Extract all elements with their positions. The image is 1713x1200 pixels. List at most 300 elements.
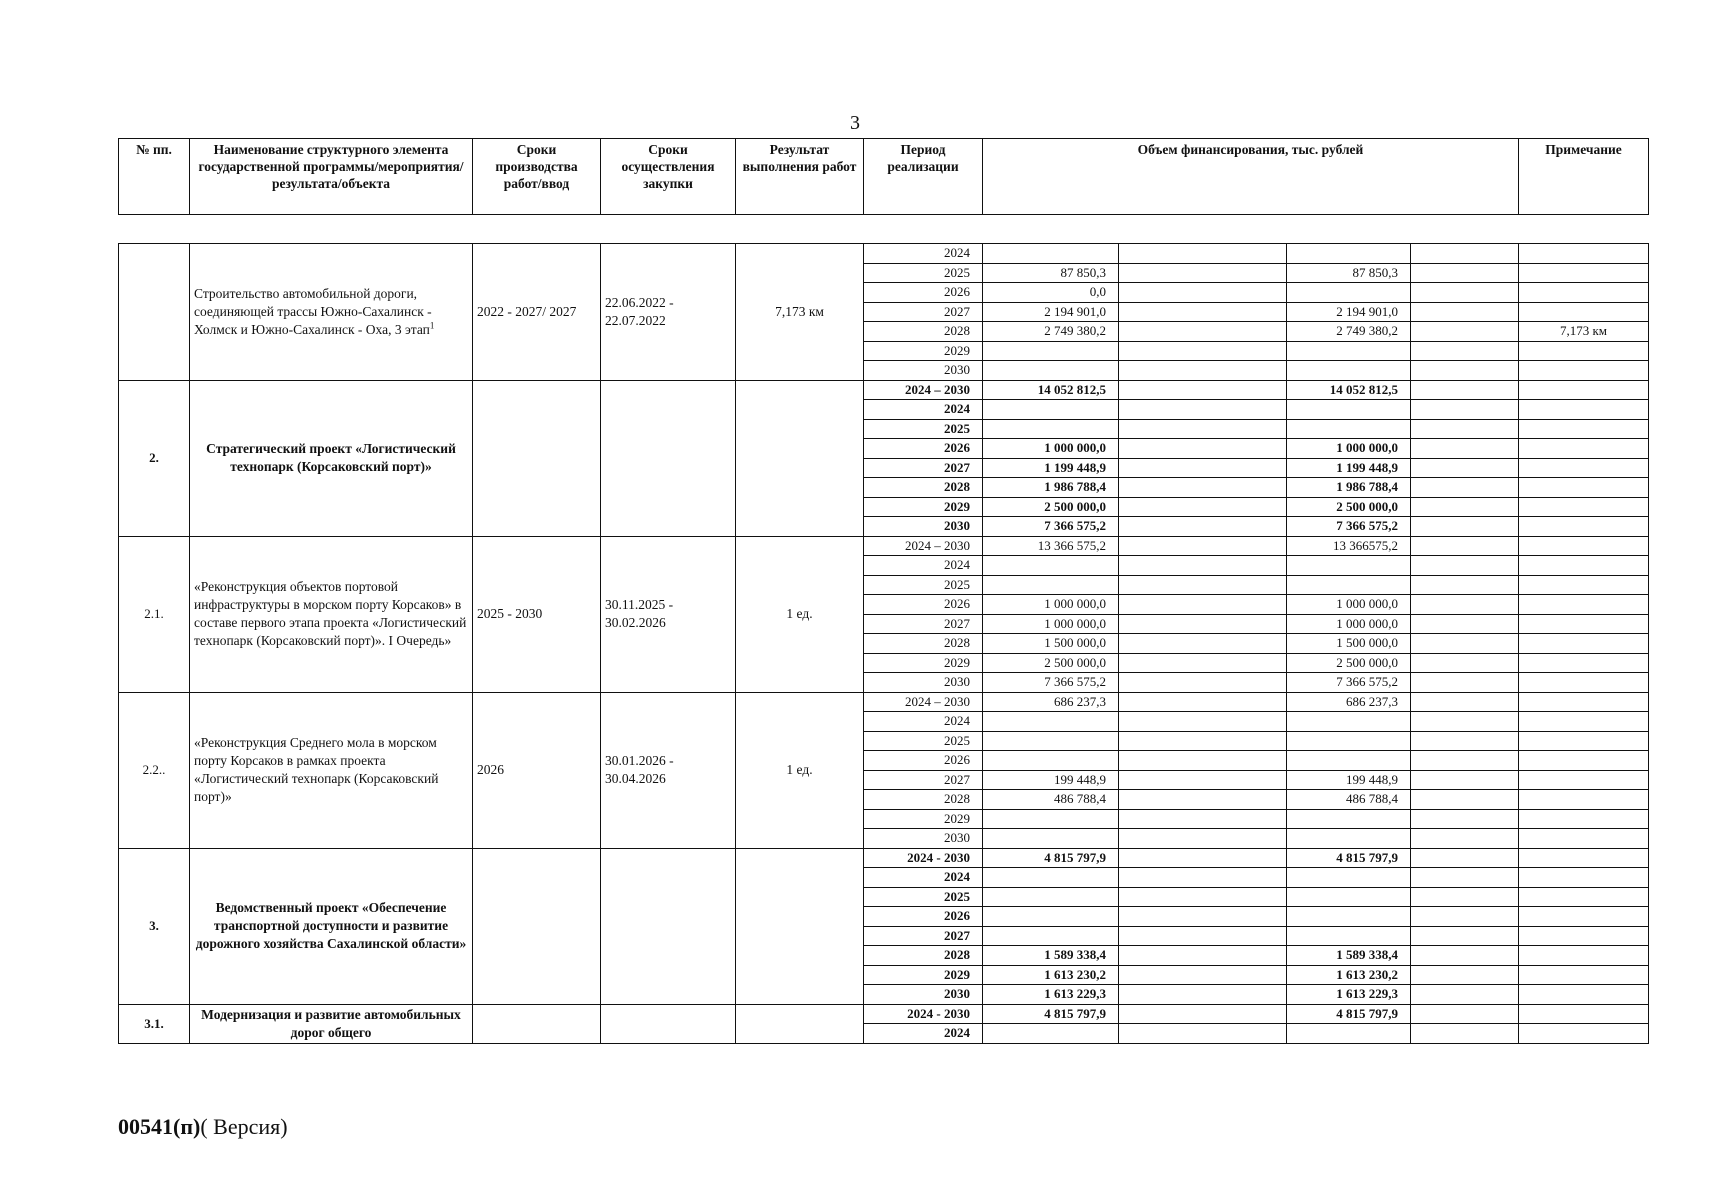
note-cell	[1519, 517, 1649, 537]
section-procurement-dates	[601, 380, 736, 536]
finance-regional: 1 613 230,2	[1287, 965, 1411, 985]
finance-other	[1411, 965, 1519, 985]
finance-federal	[1119, 868, 1287, 888]
finance-regional: 2 749 380,2	[1287, 322, 1411, 342]
finance-regional: 2 500 000,0	[1287, 497, 1411, 517]
section-production-dates-text: 2022 - 2027/ 2027	[477, 303, 577, 319]
finance-total	[983, 244, 1119, 264]
header-num: № пп.	[119, 139, 190, 215]
section-procurement-dates	[601, 244, 736, 381]
finance-regional	[1287, 751, 1411, 771]
section-production-dates	[473, 1004, 601, 1043]
note-cell	[1519, 868, 1649, 888]
finance-total: 686 237,3	[983, 692, 1119, 712]
note-cell	[1519, 809, 1649, 829]
finance-other	[1411, 634, 1519, 654]
finance-total: 1 000 000,0	[983, 614, 1119, 634]
finance-total	[983, 361, 1119, 381]
section-name-text: Строительство автомобильной дороги, соединяющей трассы Южно-Сахалинск - Холмск и Южно-Сахалинск - Оха, 3 этап	[194, 285, 432, 337]
period-year: 2026	[864, 283, 983, 303]
finance-total: 1 199 448,9	[983, 458, 1119, 478]
finance-other	[1411, 946, 1519, 966]
section-result	[736, 1004, 864, 1043]
finance-federal	[1119, 244, 1287, 264]
finance-table	[118, 243, 1649, 1044]
section-number	[119, 536, 190, 692]
finance-federal	[1119, 829, 1287, 849]
period-year: 2028	[864, 946, 983, 966]
finance-total: 1 613 229,3	[983, 985, 1119, 1005]
note-cell	[1519, 536, 1649, 556]
finance-federal	[1119, 419, 1287, 439]
finance-total	[983, 751, 1119, 771]
finance-federal	[1119, 400, 1287, 420]
finance-other	[1411, 692, 1519, 712]
section-result-text: 1 ед.	[786, 606, 813, 621]
period-year: 2024	[864, 1024, 983, 1044]
finance-federal	[1119, 478, 1287, 498]
period-year: 2025	[864, 887, 983, 907]
period-year: 2027	[864, 458, 983, 478]
finance-other	[1411, 341, 1519, 361]
period-year: 2024	[864, 868, 983, 888]
period-year: 2029	[864, 341, 983, 361]
finance-regional: 14 052 812,5	[1287, 380, 1411, 400]
note-cell	[1519, 790, 1649, 810]
finance-total: 1 589 338,4	[983, 946, 1119, 966]
finance-regional: 87 850,3	[1287, 263, 1411, 283]
finance-federal	[1119, 595, 1287, 615]
note-cell	[1519, 751, 1649, 771]
finance-federal	[1119, 965, 1287, 985]
finance-federal	[1119, 751, 1287, 771]
note-cell	[1519, 829, 1649, 849]
finance-federal	[1119, 517, 1287, 537]
finance-total: 87 850,3	[983, 263, 1119, 283]
period-year: 2025	[864, 419, 983, 439]
section-number	[119, 1004, 190, 1043]
finance-total: 199 448,9	[983, 770, 1119, 790]
finance-federal	[1119, 302, 1287, 322]
finance-total: 2 500 000,0	[983, 497, 1119, 517]
section-number-text: 2.	[149, 450, 159, 465]
section-name	[190, 244, 473, 381]
note-cell	[1519, 848, 1649, 868]
finance-other	[1411, 575, 1519, 595]
section-number	[119, 244, 190, 381]
finance-other	[1411, 887, 1519, 907]
note-cell	[1519, 887, 1649, 907]
table-row	[119, 1004, 1649, 1024]
finance-regional	[1287, 283, 1411, 303]
finance-federal	[1119, 575, 1287, 595]
finance-federal	[1119, 692, 1287, 712]
note-cell	[1519, 283, 1649, 303]
section-production-dates	[473, 692, 601, 848]
section-production-dates	[473, 380, 601, 536]
finance-federal	[1119, 263, 1287, 283]
period-year: 2028	[864, 790, 983, 810]
period-year: 2024 – 2030	[864, 536, 983, 556]
table-row	[119, 380, 1649, 400]
finance-total	[983, 868, 1119, 888]
header-proc: Сроки осуществления закупки	[601, 139, 736, 215]
finance-regional: 199 448,9	[1287, 770, 1411, 790]
section-number	[119, 380, 190, 536]
period-year: 2025	[864, 731, 983, 751]
finance-federal	[1119, 653, 1287, 673]
finance-total: 13 366 575,2	[983, 536, 1119, 556]
section-number-text: 2.1.	[144, 606, 164, 621]
finance-other	[1411, 283, 1519, 303]
finance-total	[983, 419, 1119, 439]
finance-federal	[1119, 926, 1287, 946]
finance-federal	[1119, 1004, 1287, 1024]
finance-other	[1411, 790, 1519, 810]
finance-total: 486 788,4	[983, 790, 1119, 810]
finance-federal	[1119, 634, 1287, 654]
note-cell	[1519, 985, 1649, 1005]
note-cell	[1519, 478, 1649, 498]
finance-other	[1411, 653, 1519, 673]
note-cell	[1519, 244, 1649, 264]
note-cell	[1519, 361, 1649, 381]
header-table	[118, 138, 1649, 215]
finance-federal	[1119, 731, 1287, 751]
section-procurement-dates	[601, 848, 736, 1004]
finance-federal	[1119, 907, 1287, 927]
finance-regional: 1 613 229,3	[1287, 985, 1411, 1005]
finance-other	[1411, 985, 1519, 1005]
section-number	[119, 692, 190, 848]
note-cell	[1519, 497, 1649, 517]
period-year: 2029	[864, 653, 983, 673]
finance-regional	[1287, 712, 1411, 732]
finance-regional: 1 986 788,4	[1287, 478, 1411, 498]
note-cell	[1519, 946, 1649, 966]
note-cell	[1519, 614, 1649, 634]
finance-regional: 1 000 000,0	[1287, 439, 1411, 459]
section-name	[190, 1004, 473, 1043]
finance-total: 2 749 380,2	[983, 322, 1119, 342]
period-year: 2025	[864, 263, 983, 283]
period-year: 2026	[864, 595, 983, 615]
finance-regional: 1 589 338,4	[1287, 946, 1411, 966]
document-code: 00541(п)	[118, 1114, 201, 1139]
finance-other	[1411, 458, 1519, 478]
finance-federal	[1119, 1024, 1287, 1044]
section-name	[190, 692, 473, 848]
finance-regional	[1287, 731, 1411, 751]
table-row	[119, 244, 1649, 264]
section-name-text: «Реконструкция объектов портовой инфраструктуры в морском порту Корсаков» в составе первого этапа проекта «Логистический технопарк (Корсаковский порт)». I Очередь»	[194, 579, 467, 648]
section-procurement-dates	[601, 1004, 736, 1043]
note-cell	[1519, 400, 1649, 420]
finance-regional	[1287, 341, 1411, 361]
finance-federal	[1119, 380, 1287, 400]
finance-total: 14 052 812,5	[983, 380, 1119, 400]
finance-other	[1411, 673, 1519, 693]
finance-regional	[1287, 419, 1411, 439]
finance-other	[1411, 263, 1519, 283]
finance-federal	[1119, 497, 1287, 517]
note-cell	[1519, 419, 1649, 439]
section-procurement-dates	[601, 536, 736, 692]
finance-total	[983, 400, 1119, 420]
finance-total: 2 500 000,0	[983, 653, 1119, 673]
period-year: 2027	[864, 770, 983, 790]
section-number	[119, 848, 190, 1004]
header-finance: Объем финансирования, тыс. рублей	[983, 139, 1519, 215]
period-year: 2024 – 2030	[864, 380, 983, 400]
footer	[118, 1114, 288, 1140]
finance-total: 1 500 000,0	[983, 634, 1119, 654]
table-row	[119, 692, 1649, 712]
finance-other	[1411, 712, 1519, 732]
page-number: 3	[850, 112, 860, 134]
finance-other	[1411, 595, 1519, 615]
finance-federal	[1119, 946, 1287, 966]
finance-other	[1411, 244, 1519, 264]
finance-regional: 1 500 000,0	[1287, 634, 1411, 654]
period-year: 2030	[864, 673, 983, 693]
note-cell	[1519, 380, 1649, 400]
finance-federal	[1119, 887, 1287, 907]
note-cell	[1519, 1024, 1649, 1044]
finance-total: 1 000 000,0	[983, 595, 1119, 615]
finance-other	[1411, 1024, 1519, 1044]
section-result	[736, 380, 864, 536]
finance-regional	[1287, 1024, 1411, 1044]
period-year: 2027	[864, 926, 983, 946]
period-year: 2028	[864, 478, 983, 498]
period-year: 2028	[864, 634, 983, 654]
finance-other	[1411, 731, 1519, 751]
finance-total: 2 194 901,0	[983, 302, 1119, 322]
finance-total	[983, 556, 1119, 576]
section-name	[190, 848, 473, 1004]
header-prod: Сроки производства работ/ввод	[473, 139, 601, 215]
finance-other	[1411, 556, 1519, 576]
finance-other	[1411, 400, 1519, 420]
period-year: 2024 – 2030	[864, 692, 983, 712]
finance-regional: 4 815 797,9	[1287, 848, 1411, 868]
period-year: 2027	[864, 302, 983, 322]
finance-total	[983, 712, 1119, 732]
section-procurement-dates-text: 22.06.2022 - 22.07.2022	[605, 294, 674, 328]
finance-total: 0,0	[983, 283, 1119, 303]
table-row	[119, 848, 1649, 868]
section-number-text: 3.	[149, 918, 159, 933]
section-name	[190, 380, 473, 536]
period-year: 2024 - 2030	[864, 1004, 983, 1024]
header-name: Наименование структурного элемента государственной программы/мероприятия/ результата/объекта	[190, 139, 473, 215]
finance-other	[1411, 809, 1519, 829]
finance-regional: 1 000 000,0	[1287, 614, 1411, 634]
section-name-text: Ведомственный проект «Обеспечение транспортной доступности и развитие дорожного хозяйства Сахалинской области»	[195, 900, 467, 951]
note-cell	[1519, 712, 1649, 732]
finance-total	[983, 341, 1119, 361]
period-year: 2029	[864, 809, 983, 829]
finance-other	[1411, 497, 1519, 517]
period-year: 2026	[864, 751, 983, 771]
finance-regional: 686 237,3	[1287, 692, 1411, 712]
finance-federal	[1119, 809, 1287, 829]
note-cell	[1519, 653, 1649, 673]
section-production-dates-text: 2026	[477, 762, 504, 777]
section-number-text: 2.2..	[142, 762, 166, 777]
finance-federal	[1119, 712, 1287, 732]
finance-total	[983, 575, 1119, 595]
finance-other	[1411, 926, 1519, 946]
finance-federal	[1119, 458, 1287, 478]
finance-other	[1411, 517, 1519, 537]
finance-total: 4 815 797,9	[983, 1004, 1119, 1024]
finance-federal	[1119, 283, 1287, 303]
finance-regional	[1287, 244, 1411, 264]
period-year: 2026	[864, 907, 983, 927]
note-cell	[1519, 556, 1649, 576]
finance-other	[1411, 478, 1519, 498]
finance-other	[1411, 614, 1519, 634]
note-cell	[1519, 302, 1649, 322]
period-year: 2030	[864, 361, 983, 381]
note-cell	[1519, 341, 1649, 361]
finance-other	[1411, 848, 1519, 868]
finance-other	[1411, 829, 1519, 849]
finance-total	[983, 829, 1119, 849]
finance-federal	[1119, 439, 1287, 459]
finance-regional	[1287, 887, 1411, 907]
section-result-text: 7,173 км	[775, 303, 824, 319]
finance-total	[983, 1024, 1119, 1044]
finance-other	[1411, 907, 1519, 927]
finance-total: 1 000 000,0	[983, 439, 1119, 459]
period-year: 2029	[864, 965, 983, 985]
header-period: Период реализации	[864, 139, 983, 215]
period-year: 2026	[864, 439, 983, 459]
period-year: 2030	[864, 829, 983, 849]
period-year: 2024	[864, 244, 983, 264]
finance-other	[1411, 751, 1519, 771]
note-cell	[1519, 634, 1649, 654]
finance-total: 4 815 797,9	[983, 848, 1119, 868]
finance-total	[983, 731, 1119, 751]
finance-other	[1411, 439, 1519, 459]
finance-total: 1 986 788,4	[983, 478, 1119, 498]
finance-total: 7 366 575,2	[983, 517, 1119, 537]
period-year: 2028	[864, 322, 983, 342]
finance-other	[1411, 1004, 1519, 1024]
finance-regional	[1287, 361, 1411, 381]
finance-regional: 1 199 448,9	[1287, 458, 1411, 478]
finance-federal	[1119, 536, 1287, 556]
note-cell	[1519, 770, 1649, 790]
note-cell	[1519, 907, 1649, 927]
finance-regional: 7 366 575,2	[1287, 673, 1411, 693]
note-cell	[1519, 458, 1649, 478]
note-cell	[1519, 965, 1649, 985]
document-version: ( Версия)	[200, 1114, 288, 1139]
finance-total	[983, 809, 1119, 829]
finance-federal	[1119, 770, 1287, 790]
finance-regional	[1287, 575, 1411, 595]
finance-regional	[1287, 926, 1411, 946]
section-name-text: «Реконструкция Среднего мола в морском порту Корсаков в рамках проекта «Логистический технопарк (Корсаковский порт)»	[194, 735, 439, 804]
period-year: 2029	[864, 497, 983, 517]
finance-regional	[1287, 556, 1411, 576]
finance-federal	[1119, 985, 1287, 1005]
note-cell	[1519, 575, 1649, 595]
finance-regional: 7 366 575,2	[1287, 517, 1411, 537]
period-year: 2024	[864, 556, 983, 576]
finance-federal	[1119, 341, 1287, 361]
finance-federal	[1119, 673, 1287, 693]
finance-other	[1411, 536, 1519, 556]
finance-regional: 13 366575,2	[1287, 536, 1411, 556]
finance-federal	[1119, 361, 1287, 381]
finance-total	[983, 887, 1119, 907]
finance-other	[1411, 302, 1519, 322]
finance-regional	[1287, 829, 1411, 849]
section-result	[736, 692, 864, 848]
period-year: 2024	[864, 400, 983, 420]
finance-federal	[1119, 614, 1287, 634]
header-note: Примечание	[1519, 139, 1649, 215]
finance-other	[1411, 868, 1519, 888]
finance-total	[983, 907, 1119, 927]
period-year: 2030	[864, 517, 983, 537]
section-production-dates	[473, 536, 601, 692]
section-result	[736, 244, 864, 381]
finance-federal	[1119, 848, 1287, 868]
finance-regional	[1287, 907, 1411, 927]
section-production-dates	[473, 848, 601, 1004]
finance-total: 1 613 230,2	[983, 965, 1119, 985]
finance-regional: 2 194 901,0	[1287, 302, 1411, 322]
section-result	[736, 848, 864, 1004]
note-cell	[1519, 673, 1649, 693]
note-cell	[1519, 692, 1649, 712]
finance-regional: 486 788,4	[1287, 790, 1411, 810]
finance-total: 7 366 575,2	[983, 673, 1119, 693]
section-number-text: 3.1.	[144, 1015, 164, 1031]
period-year: 2024	[864, 712, 983, 732]
finance-federal	[1119, 556, 1287, 576]
period-year: 2024 - 2030	[864, 848, 983, 868]
period-year: 2030	[864, 985, 983, 1005]
finance-other	[1411, 361, 1519, 381]
section-procurement-dates-text: 30.11.2025 - 30.02.2026	[605, 597, 674, 630]
note-cell	[1519, 263, 1649, 283]
period-year: 2025	[864, 575, 983, 595]
note-cell	[1519, 595, 1649, 615]
finance-regional	[1287, 400, 1411, 420]
section-name-text: Стратегический проект «Логистический технопарк (Корсаковский порт)»	[206, 441, 456, 474]
section-production-dates	[473, 244, 601, 381]
section-result	[736, 536, 864, 692]
finance-other	[1411, 380, 1519, 400]
finance-federal	[1119, 322, 1287, 342]
period-year: 2027	[864, 614, 983, 634]
table-row	[119, 536, 1649, 556]
finance-regional: 2 500 000,0	[1287, 653, 1411, 673]
section-production-dates-text: 2025 - 2030	[477, 606, 543, 621]
finance-other	[1411, 770, 1519, 790]
note-cell	[1519, 1004, 1649, 1024]
header-result: Результат выполнения работ	[736, 139, 864, 215]
finance-federal	[1119, 790, 1287, 810]
